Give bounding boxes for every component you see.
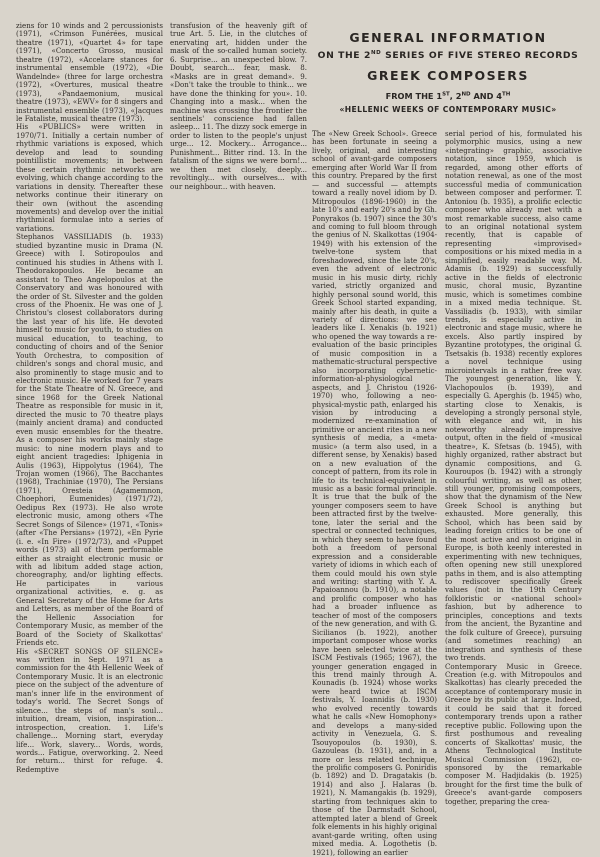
header-series-line: ON THE 2ND SERIES OF FIVE STEREO RECORDS [317, 50, 579, 62]
header-title: GENERAL INFORMATION [349, 30, 547, 45]
header-subtitle: GREEK COMPOSERS [367, 68, 529, 84]
info-header [312, 30, 584, 114]
text-column-2: transfusion of the heavenly gift of true Art. 5. Lie, in the clutches of enervating art, hidden under the mask of the so-called human society. 6. Surprise... an unexpected blow. 7. Doubt, search... fear, mask. 8. «Masks are in great demand». 9. «Don't take the trouble to think... we have done the thinking for you». 10. Changing into a mask... when the machine was crossing the frontier the sentinels' conscience had fallen asleep... 11. The dizzy sock emerge in order to listen to the people's unjust urge... 12. Mockery... Arrogance... Punishment... Bitter rind. 13. In the fatalism of the signs we were born!... we then met closely, deeply... revoltingly... with ourselves... with our neighbour... with heaven. [170, 21, 307, 191]
text-column-4: serial period of his, formulated his polymorphic musics, using a new «integrating» graphic, associative notation, since 1959, which is regarded, among other efforts of notation renewal, as one of the most successful media of communication between composer and performer. T. Antoniou (b. 1935), a prolific eclectic composer who already met with a most remarkable success, also came to an original notational system recently, that is capable of representing «improvised» compositions or his mixed media in a simplified, easily readable way. M. Adamis (b. 1929) is successfully active in the fields of electronic music, choral music, Byzantine music, which is sometimes combine in a mixed media technique. St. Vassiliadis (b. 1933), with similar trends, is especially active in electronic and stage music, where he excels. Also partly inspired by Byzantine prototypes, the original G. Tsetsakis (b. 1938) recently explores a novel technique using microintervals in a rather free way. The youngest generation, like Y. Vlachopoulos (b. 1939), and especially G. Aperghis (b. 1945) who, starting close to Xenakis, is developing a strongly personal style, with elegance and wit, in his noteworthy already impressive output, often in the field of «musical theatre», K. Sfetsas (b. 1945), with highly organized, rather abstract but dynamic compositions, and G. Kouroupos (b. 1942) with a strongly colourful writing, as well as other, still younger, promising composers, show that the dynamism of the New Greek School is anything but exhausted. More generally, this School, which has been said by leading foreign critics to be one of the most active and most original in Europe, is both keenly interested in experimenting with new techniques, often opening new still unexplored paths in them, and is also attempting to rediscover specifically Greek values (not in the 19th Century folkloristic or «national school» fashion, but by adherence to principles, conceptions and texts from the ancient, the Byzantine and the folk culture of Greece), pursuing (and sometimes reaching) an integration and synthesis of these two trends. Contemporary Music in Greece. Creation (e.g. with Mitropoulos and Skalkottas) has clearly preceded the acceptance of contemporary music in Greece by its public at large. Indeed, it could be said that it forced contemporary trends upon a rather receptive public. Following upon the first posthumous and revealing concerts of Skalkottas' music, the Athens Technological Institute Musical Commission (1962), co-sponsored by the remarkable composer M. Hadjidakis (b. 1925) brought for the first time the bulk of Greece's avant-garde composers together, preparing the crea- [445, 129, 582, 806]
header-tagline: «HELLENIC WEEKS OF CONTEMPORARY MUSIC» [339, 105, 557, 115]
text-column-1: ziens for 10 winds and 2 percussionists (1971), «Crimson Funérées, musical theatre (1971), «Quartet 4» for tape (1971), «Concerto Grosso, musical theatre (1972), «Accelare stances for instrumental ensemble (1972), «Die Wandelnde» (three for large orchestra (1972), «Overtures, musical theatre (1973), «Pandaemonium, musical theatre (1973), «EWV» for 8 singers and instrumental ensemble (1973), «Jacques le Fataliste, musical theatre (1973). His «PUBLICS» were written in 1970/71. Initially a certain number of rhythmic variations is exposed, which develop and lead to sounding pointillistic movements; in between these certain rhythmic networks are evolving, which change according to the variations in density. Thereafter these networks continue their itinerary on their own (without the ascending movements) and develop over the initial rhythmical formulae into a series of variations. Stephanos VASSILIADIS (b. 1933) studied byzantine music in Drama (N. Greece) with I. Sotiropoulos and continued his studies in Athens with I. Theodorakopoulos. He became an assistant to Theo Angelopoulos at the Conservatory and was honoured with the order of St. Silvester and the golden cross of the Phoenix. He was one of J. Christou's closest collaborators during the last year of his life. He devoted himself to music for youth, to studies on musical education, to teaching, to conducting of choirs and of the Senior Youth Orchestra, to composition of children's songs and choral music, and also prominently to stage music and to electronic music. He worked for 7 years for the State Theatre of N. Greece, and since 1968 for the Greek National Theatre as responsible for music in it, directed the music to 70 theatre plays (mainly ancient drama) and conducted even music ensembles for the theatre. As a composer his works mainly stage music: to nine modern plays and to eight ancient tragedies: Iphigenia in Aulis (1963), Hippolytus (1964), The Trojan women (1966), The Bacchantes (1968), Trachiniae (1970), The Persians (1971), Oresteia (Agamemnon, Choephori, Eumenides) (1971/72), Oedipus Rex (1973). He also wrote electronic music, among others «The Secret Songs of Silence» (1971, «Tonis» (after «The Persians» (1972), «En Pyrie (i. e. «In Fire» (1972/73), and «Puppet words (1973) all of them performable either as straight electronic music or with ad libitum added stage action, choreography, and/or lighting effects. He participates in various organizational activities, e. g. as General Secretary of the Home for Arts and Letters, as member of the Board of the Hellenic Association for Contemporary Music, as member of the Board of the Society of Skalkottas' Friends etc. His «SECRET SONGS OF SILENCE» was written in Sept. 1971 as a commission for the 4th Hellenic Week of Contemporary Music. It is an electronic piece on the subject of the adventure of man's inner life in the environment of today's world. The Secret Songs of silence... the steps of man's soul... intuition, dream, vision, inspiration... introspection, creation. 1. Life's challenge... Morning start, everyday life... Work, slavery... Words, words, words... Fatigue, overworking. 2. Need for return... thirst for refuge. 4. Redemptive [16, 21, 163, 774]
header-weeks-line: FROM THE 1ST, 2ND AND 4TH [385, 91, 511, 102]
text-column-3: The «New Greek School». Greece has been fortunate in seeing a lively, original, and interesting school of avant-garde composers emerging after World War II from this country. Prepared by the first — and successful — attempts toward a really novel idiom by D. Mitropoulos (1896-1960) in the late 10's and early 20's and by Gh. Ponyrakos (b. 1907) since the 30's and coming to full bloom through the genius of N. Skalkottas (1904-1949) with his extension of the twelve-tone system that foreshadowed, since the late 20's, even the advent of electronic music in his music dirty, richly varied, strictly organized and highly personal sound world, this Greek School started expanding, mainly after his death, in quite a variety of directions: we see leaders like I. Xenakis (b. 1921) who opened the way towards a re-evaluation of the basic principles of music composition in a mathematic-structural perspective also incorporating cybernetic-information-al-physiological aspects, and J. Christou (1926-1970) who, following a neo-physical-mystic path, enlarged his vision by introducing a modernized re-examination of primitive or ancient rites in a new synthesis of media, a «meta-music» (a term also used, in a different sense, by Xenakis) based on a new evaluation of the concept of pattern, from its role in life to its technical-equivalent in music as a basic formal principle. It is true that the bulk of the younger composers seem to have been attracted first by the twelve-tone, later the serial and the spectral or connected techniques, in which they seem to have found both a freedom of personal expression and a considerable variety of idioms in which each of them could mould his own style and writing: starting with Y. A. Papaioannou (b. 1910), a notable and prolific composer who has had a broader influence as teacher of most of the composers of the new generation, and with G. Sicilianos (b. 1922), another important composer whose works have been selected twice at the ISCM Festivals (1965; 1967), the younger generation engaged in this trend mainly through A. Kounadis (b. 1924) whose works were heard twice at ISCM festivals, Y. Ioannidis (b. 1930) who evolved recently towards what he calls «New Homophony» and develops a many-sided activity in Venezuela, G. S. Tsouyopoulos (b. 1930), S. Gazouleas (b. 1931), and, in a more or less related technique, the prolific composers G. Ponirídis (b. 1892) and D. Dragatakis (b. 1914) and also J. Halaras (b. 1921), N. Mamangakis (b. 1929), starting from techniques akin to those of the Darmstadt School, attempted later a blend of Greek folk elements in his highly original avant-garde writing, often using mixed media. A. Logothetis (b. 1921), following an earlier [312, 129, 437, 857]
